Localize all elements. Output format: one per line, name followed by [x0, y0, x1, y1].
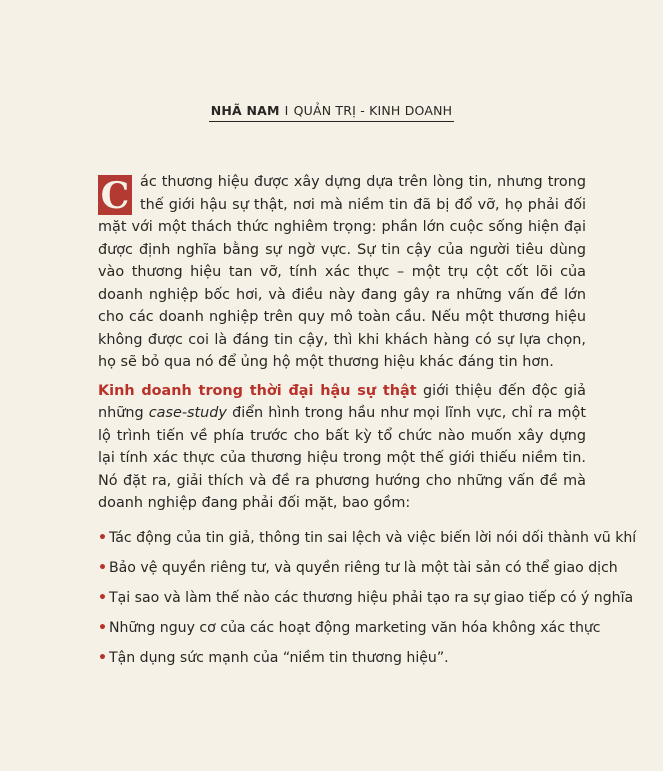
book-category: QUẢN TRỊ - KINH DOANH [293, 103, 453, 118]
bullet-icon: • [98, 589, 108, 606]
topic-list [98, 527, 637, 670]
list-item [98, 647, 586, 670]
bullet-icon: • [98, 619, 108, 636]
bullet-icon: • [98, 649, 108, 666]
book-description [98, 171, 637, 677]
case-study-term: case-study [148, 405, 227, 421]
list-item-text: Tại sao và làm thế nào các thương hiệu phải tạo ra sự giao tiếp có ý nghĩa [109, 589, 634, 606]
book-title: Kinh doanh trong thời đại hậu sự thật [98, 382, 417, 399]
list-item-text: Tận dụng sức mạnh của “niềm tin thương hiệu”. [109, 649, 449, 666]
list-item-text: Những nguy cơ của các hoạt động marketing văn hóa không xác thực [109, 619, 601, 636]
header-separator: I [284, 103, 289, 118]
list-item [98, 617, 601, 640]
bullet-icon: • [98, 529, 108, 546]
drop-cap-letter: C [100, 175, 130, 215]
page-header [0, 103, 663, 122]
description-text-1: giới thiệu đến độc giả những [98, 382, 586, 421]
list-item-text: Bảo vệ quyền riêng tư, và quyền riêng tư là một tài sản có thể giao dịch [109, 559, 618, 576]
drop-cap [98, 175, 132, 215]
list-item [98, 557, 618, 580]
description-paragraph [98, 380, 586, 515]
header-line [209, 103, 455, 122]
intro-text: ác thương hiệu được xây dựng dựa trên lòng tin, nhưng trong thế giới hậu sự thật, nơi mà niềm tin đã bị đổ vỡ, họ phải đối mặt với một thách thức nghiêm trọng: phần lớn cuộc sống hiện đại được định nghĩa bằng sự ngờ vực. Sự tin cậy của người tiêu dùng vào thương hiệu tan vỡ, tính xác thực – một trụ cột cốt lõi của doanh nghiệp bốc hơi, và điều này đang gây ra những vấn đề lớn cho các doanh nghiệp trên quy mô toàn cầu. Nếu một thương hiệu không được coi là đáng tin cậy, thì khi khách hàng có sự lựa chọn, họ sẽ bỏ qua nó để ủng hộ một thương hiệu khác đáng tin hơn. [98, 174, 586, 370]
list-item-text: Tác động của tin giả, thông tin sai lệch và việc biến lời nói dối thành vũ khí [109, 529, 637, 546]
list-item [98, 527, 637, 550]
publisher-name: NHÃ NAM [210, 103, 280, 118]
list-item [98, 587, 634, 610]
intro-paragraph [98, 171, 586, 374]
description-text-2: điển hình trong hầu như mọi lĩnh vực, chỉ ra một lộ trình tiến về phía trước cho bất kỳ tổ chức nào muốn xây dựng lại tính xác thực của thương hiệu trong một thế giới thiếu niềm tin. Nó đặt ra, giải thích và đề ra phương hướng cho những vấn đề mà doanh nghiệp đang phải đối mặt, bao gồm: [98, 405, 586, 511]
bullet-icon: • [98, 559, 108, 576]
